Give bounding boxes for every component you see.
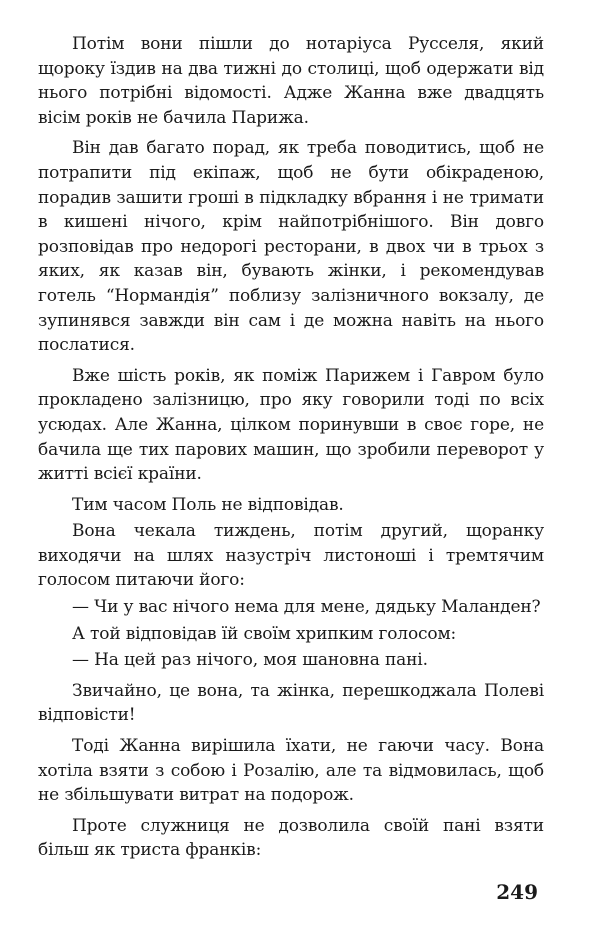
paragraph-that-woman: Звичайно, це вона, та жінка, перешкоджала Полеві відповісти! bbox=[38, 680, 544, 726]
dialogue-question: — Чи у вас нічого нема для мене, дядьку Маланден? bbox=[72, 597, 541, 618]
paragraph-decision: Тоді Жанна вирішила їхати, не гаючи часу. Вона хотіла взяти з собою і Розалію, але та відмовилась, щоб не збільшувати витрат на подорож. bbox=[38, 736, 544, 806]
paragraph-three-hundred-francs: Проте служниця не дозволила своїй пані взяти більш як триста франків: bbox=[38, 815, 544, 861]
dialogue-answer: — На цей раз нічого, моя шановна пані. bbox=[72, 650, 428, 671]
paragraph-reply-intro: А той відповідав їй своїм хрипким голосом: bbox=[72, 623, 457, 644]
paragraph-railway: Вже шість років, як поміж Парижем і Гавром було прокладено залізницю, про яку говорили тоді по всіх усюдах. Але Жанна, цілком поринувши в своє горе, не бачила ще тих парових машин, що зробили переворот у житті всієї країни. bbox=[38, 365, 544, 485]
page-body bbox=[38, 32, 544, 869]
paragraph-notary-visit: Потім вони пішли до нотаріуса Русселя, який щороку їздив на два тижні до столиці, щоб одержати від нього потрібні відомості. Адже Жанна вже двадцять вісім років не бачила Парижа. bbox=[38, 34, 544, 128]
paragraph-paul-silent: Тим часом Поль не відповідав. bbox=[72, 494, 344, 515]
paragraph-advice: Він дав багато порад, як треба поводитись, щоб не потрапити під екіпаж, щоб не бути обікраденою, порадив зашити гроші в підкладку вбрання і не тримати в кишені нічого, крім найпотрібнішого. Він довго розповідав про недорогі ресторани, в двох чи в трьох з яких, як казав він, бувають жінки, і рекомендував готель “Нормандія” поблизу залізничного вокзалу, де зупинявся завжди він сам і де можна навіть на нього послатися. bbox=[38, 138, 544, 356]
page-number: 249 bbox=[496, 880, 538, 904]
paragraph-waiting: Вона чекала тиждень, потім другий, щоранку виходячи на шлях назустріч листоноші і тремтячим голосом питаючи його: bbox=[38, 521, 544, 591]
